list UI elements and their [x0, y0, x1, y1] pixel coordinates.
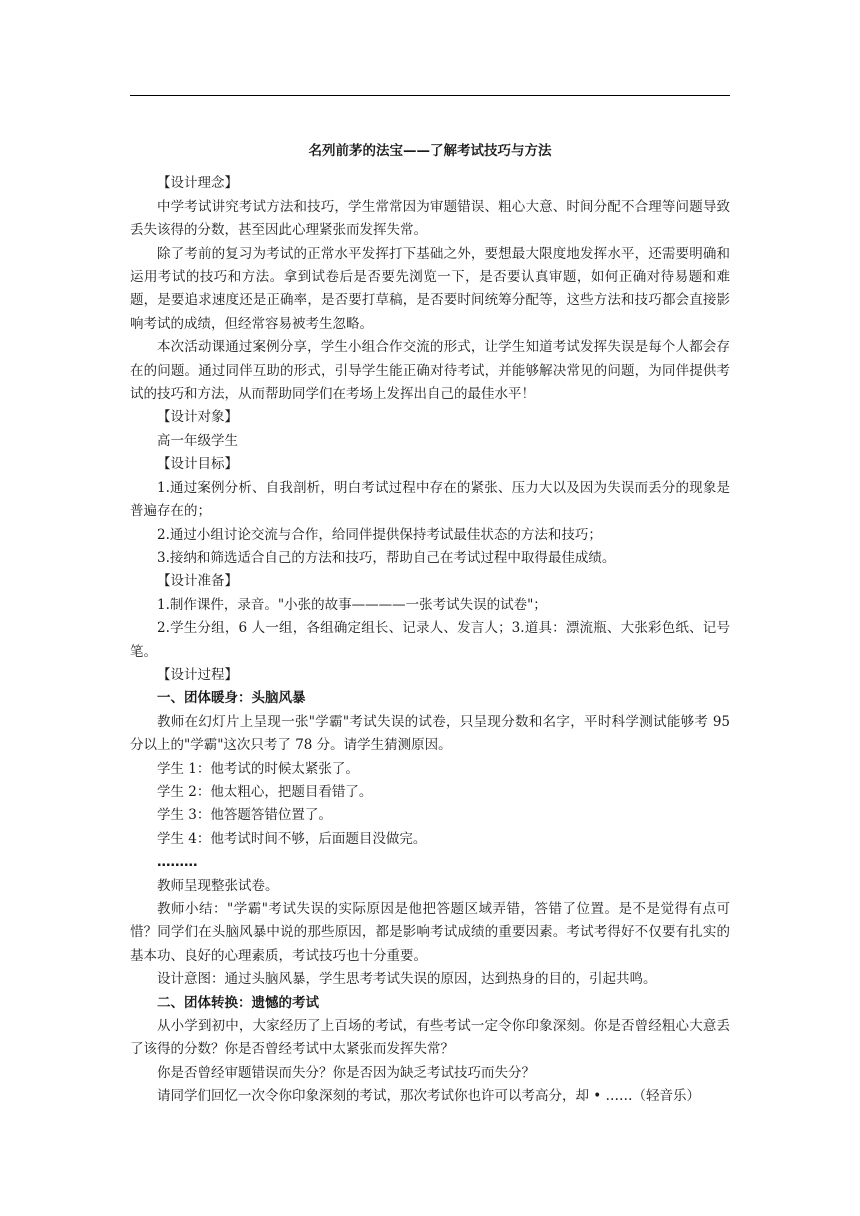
- paragraph: 从小学到初中，大家经历了上百场的考试，有些考试一定令你印象深刻。你是否曾经粗心大意丢了该得的分数？你是否曾经考试中太紧张而发挥失常？: [130, 1018, 730, 1058]
- section-heading-process: 【设计过程】: [157, 666, 238, 683]
- section-heading-concept: 【设计理念】: [157, 175, 238, 192]
- student-answer: 学生 1：他考试的时候太紧张了。: [157, 760, 359, 777]
- student-answer: 学生 4：他考试时间不够，后面题目没做完。: [157, 830, 427, 847]
- list-item: 2.通过小组讨论交流与合作，给同伴提供保持考试最佳状态的方法和技巧；: [157, 526, 602, 543]
- subheading-warmup: 一、团体暖身：头脑风暴: [157, 690, 306, 707]
- paragraph: 本次活动课通过案例分享，学生小组合作交流的形式，让学生知道考试发挥失误是每个人都会存在的问题。通过同伴互助的形式，引导学生能正确对待考试，并能够解决常见的问题，为同伴提供考试的技巧和方法，从而帮助同学们在考场上发挥出自己的最佳水平！: [130, 339, 730, 403]
- paragraph: 中学考试讲究考试方法和技巧，学生常常因为审题错误、粗心大意、时间分配不合理等问题导致丢失该得的分数，甚至因此心理紧张而发挥失常。: [130, 198, 730, 239]
- paragraph: 教师呈现整张试卷。: [157, 877, 279, 894]
- list-item: 2.学生分组，6 人一组，各组确定组长、记录人、发言人；3.道具：漂流瓶、大张彩色纸、记号笔。: [130, 620, 730, 660]
- paragraph: 设计意图：通过头脑风暴，学生思考考试失误的原因，达到热身的目的，引起共鸣。: [157, 971, 657, 988]
- student-answer: 学生 3：他答题答错位置了。: [157, 807, 332, 824]
- paragraph: 教师在幻灯片上呈现一张"学霸"考试失误的试卷，只呈现分数和名字，平时科学测试能够考 95 分以上的"学霸"这次只考了 78 分。请学生猜测原因。: [130, 713, 730, 754]
- header-rule: [130, 95, 730, 96]
- paragraph: 高一年级学生: [157, 432, 238, 449]
- section-heading-preparation: 【设计准备】: [157, 573, 238, 590]
- paragraph: 请同学们回忆一次令你印象深刻的考试，那次考试你也许可以考高分，却 • ……（轻音乐）: [157, 1088, 701, 1105]
- document-title: 名列前茅的法宝——了解考试技巧与方法: [308, 143, 552, 159]
- list-item: 1.通过案例分析、自我剖析，明白考试过程中存在的紧张、压力大以及因为失误而丢分的现象是普遍存在的；: [130, 479, 730, 520]
- subheading-transition: 二、团体转换：遗憾的考试: [157, 994, 319, 1011]
- list-item: 3.接纳和筛选适合自己的方法和技巧，帮助自己在考试过程中取得最佳成绩。: [157, 549, 616, 566]
- student-answer: 学生 2：他太粗心，把题目看错了。: [157, 783, 373, 800]
- paragraph: 除了考前的复习为考试的正常水平发挥打下基础之外，要想最大限度地发挥水平，还需要明确和运用考试的技巧和方法。拿到试卷后是否要先浏览一下，是否要认真审题，如何正确对待易题和难题，是要追求速度还是正确率，是否要打草稿，是否要时间统筹分配等，这些方法和技巧都会直接影响考试的成绩，但经常容易被考生忽略。: [130, 245, 730, 332]
- list-item: 1.制作课件，录音。"小张的故事————一张考试失误的试卷"；: [157, 596, 547, 613]
- ellipsis: ………: [157, 854, 198, 871]
- section-heading-target: 【设计对象】: [157, 409, 238, 426]
- document-body: [130, 140, 730, 1109]
- section-heading-goals: 【设计目标】: [157, 456, 238, 473]
- paragraph: 你是否曾经审题错误而失分？你是否因为缺乏考试技巧而失分？: [157, 1064, 535, 1081]
- paragraph: 教师小结："学霸"考试失误的实际原因是他把答题区域弄错，答错了位置。是不是觉得有点可惜？同学们在头脑风暴中说的那些原因，都是影响考试成绩的重要因素。考试考得好不仅要有扎实的基本功、良好的心理素质，考试技巧也十分重要。: [130, 901, 730, 964]
